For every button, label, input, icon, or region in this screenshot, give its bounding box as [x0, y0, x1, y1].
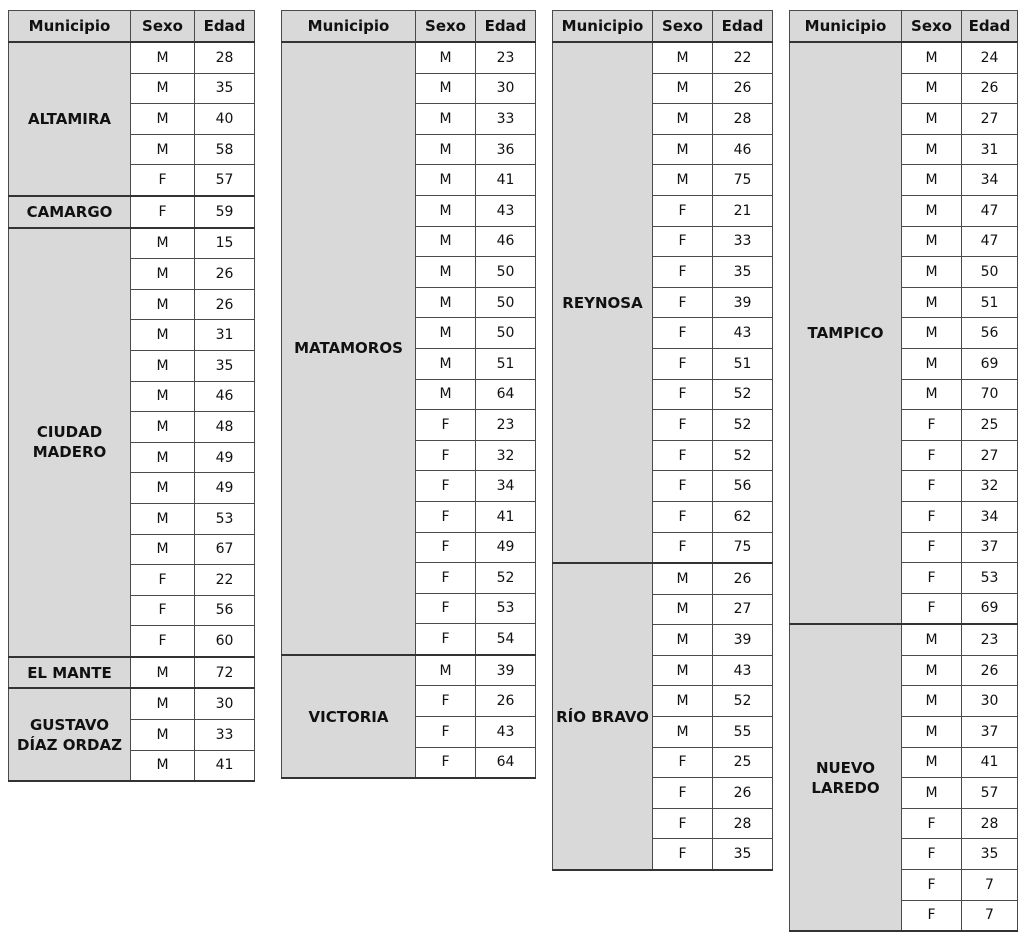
- table-row: [9, 688, 255, 719]
- municipio-tampico: TAMPICO: [790, 42, 902, 624]
- table-row: [553, 42, 773, 73]
- edad-cell: 40: [195, 104, 255, 135]
- edad-cell: 35: [195, 350, 255, 381]
- edad-cell: 52: [713, 686, 773, 717]
- sexo-cell: M: [131, 134, 195, 165]
- sexo-cell: M: [902, 104, 962, 135]
- header-sexo: Sexo: [902, 11, 962, 43]
- edad-cell: 53: [962, 563, 1018, 594]
- sexo-cell: M: [131, 289, 195, 320]
- edad-cell: 52: [713, 440, 773, 471]
- edad-cell: 34: [962, 165, 1018, 196]
- edad-cell: 60: [195, 626, 255, 657]
- edad-cell: 69: [962, 348, 1018, 379]
- sexo-cell: F: [653, 226, 713, 257]
- sexo-cell: F: [653, 348, 713, 379]
- edad-cell: 72: [195, 657, 255, 689]
- header-municipio: Municipio: [282, 11, 416, 43]
- sexo-cell: M: [902, 134, 962, 165]
- sexo-cell: F: [653, 808, 713, 839]
- sexo-cell: M: [902, 379, 962, 410]
- edad-cell: 56: [195, 595, 255, 626]
- edad-cell: 52: [713, 410, 773, 441]
- edad-cell: 36: [476, 134, 536, 165]
- municipio-nuevo-laredo: NUEVO LAREDO: [790, 624, 902, 931]
- sexo-cell: M: [131, 503, 195, 534]
- edad-cell: 56: [962, 318, 1018, 349]
- edad-cell: 48: [195, 412, 255, 443]
- data-table-4: [789, 10, 1018, 932]
- sexo-cell: M: [416, 318, 476, 349]
- edad-cell: 43: [476, 717, 536, 748]
- sexo-cell: F: [416, 501, 476, 532]
- edad-cell: 26: [962, 655, 1018, 686]
- header-row: [790, 11, 1018, 43]
- municipio-camargo: CAMARGO: [9, 196, 131, 228]
- edad-cell: 32: [476, 440, 536, 471]
- municipio-gustavo-diaz-ordaz: GUSTAVO DÍAZ ORDAZ: [9, 688, 131, 781]
- sexo-cell: F: [902, 808, 962, 839]
- edad-cell: 23: [476, 42, 536, 73]
- sexo-cell: M: [131, 320, 195, 351]
- sexo-cell: F: [131, 626, 195, 657]
- sexo-cell: F: [131, 565, 195, 596]
- data-table-3: [552, 10, 773, 871]
- sexo-cell: F: [902, 900, 962, 931]
- header-sexo: Sexo: [131, 11, 195, 43]
- sexo-cell: M: [653, 73, 713, 104]
- sexo-cell: F: [653, 778, 713, 809]
- sexo-cell: F: [416, 624, 476, 655]
- sexo-cell: M: [653, 104, 713, 135]
- edad-cell: 26: [195, 259, 255, 290]
- sexo-cell: F: [653, 471, 713, 502]
- edad-cell: 41: [476, 501, 536, 532]
- sexo-cell: M: [653, 42, 713, 73]
- edad-cell: 27: [962, 440, 1018, 471]
- sexo-cell: F: [902, 593, 962, 624]
- sexo-cell: F: [131, 196, 195, 228]
- edad-cell: 50: [476, 287, 536, 318]
- sexo-cell: M: [131, 720, 195, 751]
- edad-cell: 51: [713, 348, 773, 379]
- edad-cell: 26: [713, 563, 773, 594]
- sexo-cell: F: [653, 257, 713, 288]
- edad-cell: 47: [962, 226, 1018, 257]
- table-row: [282, 655, 536, 686]
- header-row: [553, 11, 773, 43]
- edad-cell: 39: [476, 655, 536, 686]
- municipio-el-mante: EL MANTE: [9, 657, 131, 689]
- header-edad: Edad: [962, 11, 1018, 43]
- municipio-altamira: ALTAMIRA: [9, 42, 131, 196]
- edad-cell: 21: [713, 195, 773, 226]
- sexo-cell: F: [902, 839, 962, 870]
- table-row: [790, 42, 1018, 73]
- edad-cell: 28: [962, 808, 1018, 839]
- edad-cell: 22: [195, 565, 255, 596]
- sexo-cell: M: [653, 717, 713, 748]
- edad-cell: 28: [713, 808, 773, 839]
- sexo-cell: M: [902, 287, 962, 318]
- edad-cell: 55: [713, 717, 773, 748]
- sexo-cell: F: [416, 440, 476, 471]
- edad-cell: 41: [195, 750, 255, 781]
- sexo-cell: M: [416, 287, 476, 318]
- edad-cell: 37: [962, 717, 1018, 748]
- edad-cell: 35: [713, 839, 773, 870]
- sexo-cell: F: [902, 870, 962, 901]
- edad-cell: 49: [195, 473, 255, 504]
- edad-cell: 43: [713, 318, 773, 349]
- edad-cell: 33: [195, 720, 255, 751]
- edad-cell: 49: [476, 532, 536, 563]
- municipio-reynosa: REYNOSA: [553, 42, 653, 563]
- sexo-cell: F: [131, 165, 195, 196]
- table-row: [9, 228, 255, 259]
- sexo-cell: F: [416, 410, 476, 441]
- municipio-victoria: VICTORIA: [282, 655, 416, 778]
- header-municipio: Municipio: [9, 11, 131, 43]
- sexo-cell: M: [902, 778, 962, 809]
- edad-cell: 41: [962, 747, 1018, 778]
- sexo-cell: F: [653, 287, 713, 318]
- sexo-cell: M: [902, 686, 962, 717]
- edad-cell: 57: [195, 165, 255, 196]
- sexo-cell: M: [902, 655, 962, 686]
- sexo-cell: F: [416, 747, 476, 778]
- edad-cell: 15: [195, 228, 255, 259]
- edad-cell: 54: [476, 624, 536, 655]
- sexo-cell: F: [902, 410, 962, 441]
- header-edad: Edad: [476, 11, 536, 43]
- edad-cell: 64: [476, 379, 536, 410]
- header-edad: Edad: [195, 11, 255, 43]
- table-row: [9, 196, 255, 228]
- sexo-cell: M: [131, 228, 195, 259]
- edad-cell: 30: [962, 686, 1018, 717]
- edad-cell: 33: [713, 226, 773, 257]
- sexo-cell: M: [653, 134, 713, 165]
- sexo-cell: M: [416, 73, 476, 104]
- sexo-cell: F: [653, 839, 713, 870]
- sexo-cell: F: [653, 318, 713, 349]
- sexo-cell: F: [902, 563, 962, 594]
- edad-cell: 46: [713, 134, 773, 165]
- edad-cell: 24: [962, 42, 1018, 73]
- sexo-cell: M: [416, 195, 476, 226]
- sexo-cell: F: [902, 471, 962, 502]
- edad-cell: 51: [476, 348, 536, 379]
- sexo-cell: M: [131, 688, 195, 719]
- edad-cell: 31: [195, 320, 255, 351]
- edad-cell: 34: [962, 501, 1018, 532]
- edad-cell: 75: [713, 165, 773, 196]
- edad-cell: 32: [962, 471, 1018, 502]
- edad-cell: 26: [195, 289, 255, 320]
- edad-cell: 46: [195, 381, 255, 412]
- sexo-cell: F: [902, 532, 962, 563]
- sexo-cell: F: [416, 717, 476, 748]
- edad-cell: 67: [195, 534, 255, 565]
- sexo-cell: F: [416, 593, 476, 624]
- sexo-cell: M: [416, 348, 476, 379]
- sexo-cell: M: [131, 259, 195, 290]
- edad-cell: 50: [962, 257, 1018, 288]
- edad-cell: 56: [713, 471, 773, 502]
- sexo-cell: M: [902, 318, 962, 349]
- edad-cell: 34: [476, 471, 536, 502]
- edad-cell: 59: [195, 196, 255, 228]
- edad-cell: 39: [713, 287, 773, 318]
- edad-cell: 64: [476, 747, 536, 778]
- edad-cell: 35: [713, 257, 773, 288]
- edad-cell: 25: [962, 410, 1018, 441]
- header-row: [282, 11, 536, 43]
- sexo-cell: M: [653, 625, 713, 656]
- sexo-cell: M: [131, 350, 195, 381]
- sexo-cell: F: [653, 379, 713, 410]
- table-row: [790, 624, 1018, 655]
- sexo-cell: M: [902, 195, 962, 226]
- edad-cell: 69: [962, 593, 1018, 624]
- sexo-cell: M: [902, 747, 962, 778]
- sexo-cell: F: [131, 595, 195, 626]
- sexo-cell: M: [131, 657, 195, 689]
- table-row: [282, 42, 536, 73]
- sexo-cell: M: [131, 381, 195, 412]
- sexo-cell: M: [902, 73, 962, 104]
- edad-cell: 23: [962, 624, 1018, 655]
- sexo-cell: M: [131, 412, 195, 443]
- edad-cell: 37: [962, 532, 1018, 563]
- edad-cell: 52: [476, 563, 536, 594]
- sexo-cell: M: [902, 717, 962, 748]
- edad-cell: 50: [476, 257, 536, 288]
- sexo-cell: F: [653, 747, 713, 778]
- header-municipio: Municipio: [553, 11, 653, 43]
- edad-cell: 33: [476, 104, 536, 135]
- edad-cell: 23: [476, 410, 536, 441]
- sexo-cell: M: [902, 42, 962, 73]
- edad-cell: 25: [713, 747, 773, 778]
- sexo-cell: M: [653, 655, 713, 686]
- sexo-cell: M: [131, 534, 195, 565]
- edad-cell: 26: [713, 778, 773, 809]
- sexo-cell: M: [131, 73, 195, 104]
- sexo-cell: M: [416, 379, 476, 410]
- edad-cell: 46: [476, 226, 536, 257]
- table-row: [553, 563, 773, 594]
- edad-cell: 22: [713, 42, 773, 73]
- edad-cell: 70: [962, 379, 1018, 410]
- edad-cell: 26: [713, 73, 773, 104]
- sexo-cell: F: [416, 686, 476, 717]
- sexo-cell: M: [416, 165, 476, 196]
- header-sexo: Sexo: [416, 11, 476, 43]
- header-sexo: Sexo: [653, 11, 713, 43]
- sexo-cell: M: [653, 594, 713, 625]
- municipio-matamoros: MATAMOROS: [282, 42, 416, 655]
- sexo-cell: M: [416, 226, 476, 257]
- edad-cell: 41: [476, 165, 536, 196]
- table-row: [9, 657, 255, 689]
- header-municipio: Municipio: [790, 11, 902, 43]
- edad-cell: 30: [195, 688, 255, 719]
- edad-cell: 28: [195, 42, 255, 73]
- edad-cell: 27: [713, 594, 773, 625]
- edad-cell: 53: [476, 593, 536, 624]
- sexo-cell: F: [416, 471, 476, 502]
- sexo-cell: M: [902, 226, 962, 257]
- data-table-2: [281, 10, 536, 779]
- edad-cell: 35: [962, 839, 1018, 870]
- header-row: [9, 11, 255, 43]
- sexo-cell: M: [653, 686, 713, 717]
- edad-cell: 53: [195, 503, 255, 534]
- municipio-rio-bravo: RÍO BRAVO: [553, 563, 653, 870]
- sexo-cell: F: [653, 501, 713, 532]
- edad-cell: 50: [476, 318, 536, 349]
- sexo-cell: F: [653, 440, 713, 471]
- edad-cell: 62: [713, 501, 773, 532]
- sexo-cell: M: [131, 750, 195, 781]
- edad-cell: 39: [713, 625, 773, 656]
- edad-cell: 31: [962, 134, 1018, 165]
- sexo-cell: M: [902, 624, 962, 655]
- edad-cell: 58: [195, 134, 255, 165]
- edad-cell: 47: [962, 195, 1018, 226]
- sexo-cell: M: [416, 134, 476, 165]
- sexo-cell: M: [653, 165, 713, 196]
- sexo-cell: F: [902, 501, 962, 532]
- sexo-cell: M: [653, 563, 713, 594]
- table-row: [9, 42, 255, 73]
- edad-cell: 26: [476, 686, 536, 717]
- sexo-cell: M: [416, 42, 476, 73]
- sexo-cell: F: [653, 410, 713, 441]
- sexo-cell: M: [902, 257, 962, 288]
- sexo-cell: M: [131, 442, 195, 473]
- sexo-cell: M: [902, 165, 962, 196]
- edad-cell: 27: [962, 104, 1018, 135]
- edad-cell: 35: [195, 73, 255, 104]
- edad-cell: 75: [713, 532, 773, 563]
- sexo-cell: F: [902, 440, 962, 471]
- sexo-cell: F: [653, 532, 713, 563]
- edad-cell: 30: [476, 73, 536, 104]
- data-table-1: [8, 10, 255, 782]
- edad-cell: 43: [476, 195, 536, 226]
- edad-cell: 49: [195, 442, 255, 473]
- sexo-cell: M: [416, 257, 476, 288]
- sexo-cell: F: [416, 532, 476, 563]
- edad-cell: 28: [713, 104, 773, 135]
- sexo-cell: M: [131, 473, 195, 504]
- edad-cell: 43: [713, 655, 773, 686]
- edad-cell: 7: [962, 870, 1018, 901]
- municipio-ciudad-madero: CIUDAD MADERO: [9, 228, 131, 657]
- sexo-cell: F: [416, 563, 476, 594]
- header-edad: Edad: [713, 11, 773, 43]
- sexo-cell: M: [902, 348, 962, 379]
- edad-cell: 52: [713, 379, 773, 410]
- sexo-cell: M: [416, 655, 476, 686]
- sexo-cell: F: [653, 195, 713, 226]
- edad-cell: 7: [962, 900, 1018, 931]
- edad-cell: 26: [962, 73, 1018, 104]
- edad-cell: 51: [962, 287, 1018, 318]
- sexo-cell: M: [131, 104, 195, 135]
- edad-cell: 57: [962, 778, 1018, 809]
- sexo-cell: M: [416, 104, 476, 135]
- sexo-cell: M: [131, 42, 195, 73]
